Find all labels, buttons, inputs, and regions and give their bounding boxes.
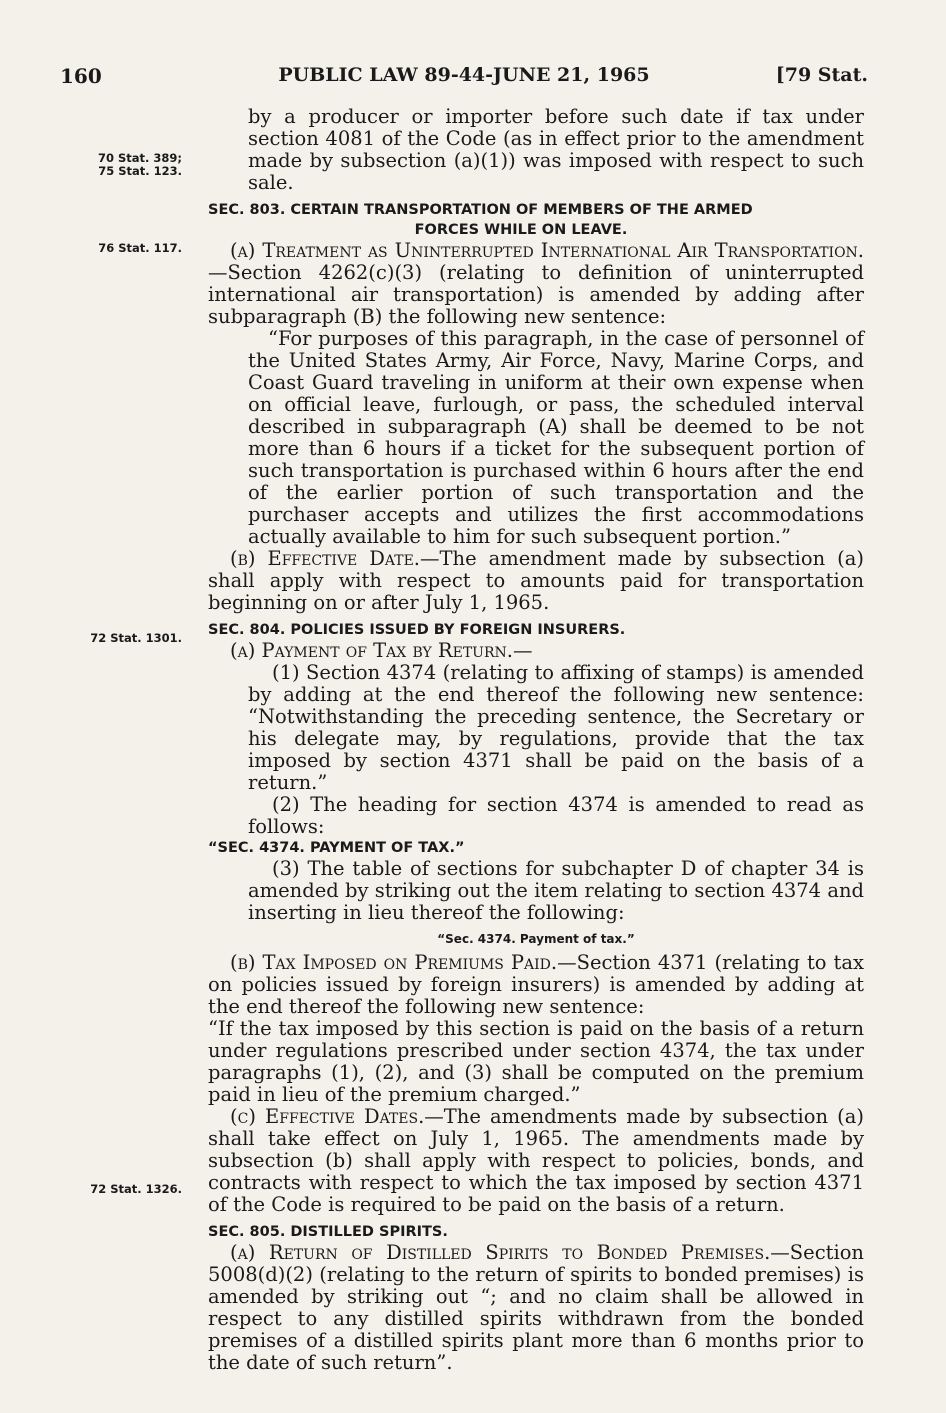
- margin-note-72-stat-1326: 72 Stat. 1326.: [90, 1182, 182, 1196]
- section-804-a-3: (3) The table of sections for subchapter D of chapter 34 is amended by striking out the item relating to section 4374 and inserting in lieu thereof the following:: [248, 857, 864, 924]
- table-of-sections-item: “Sec. 4374. Payment of tax.”: [437, 932, 635, 946]
- margin-note-76-stat: 76 Stat. 117.: [98, 241, 182, 255]
- margin-note-70-stat: [62, 152, 182, 178]
- subsection-text: —Section 4262(c)(3) (relating to definition of uninterrupted international air transportation) is amended by adding after subparagraph (B) the following new sentence:: [208, 261, 864, 328]
- subsection-text: —Section 5008(d)(2) (relating to the return of spirits to bonded premises) is amended by striking out “; and no claim shall be allowed in respect to any distilled spirits withdrawn from the bonded premises of a distilled spirits plant more than 6 months prior to the date of such return”.: [208, 1241, 864, 1374]
- section-804-c: [208, 1106, 864, 1216]
- heading-line: FORCES WHILE ON LEAVE.: [414, 222, 628, 238]
- subsection-heading: (a) Return of Distilled Spirits to Bonded Premises.: [230, 1241, 771, 1264]
- subsection-heading: (a) Payment of Tax by Return.—: [230, 639, 533, 662]
- section-804-a-heading: [208, 640, 864, 662]
- volume-reference: [79 Stat.: [775, 64, 868, 86]
- subsection-text: —Section 4371 (relating to tax on policies issued by foreign insurers) is amended by adding at the end thereof the following new sentence:: [208, 951, 865, 1018]
- page-title: PUBLIC LAW 89-44-JUNE 21, 1965: [278, 64, 650, 86]
- section-804-heading: SEC. 804. POLICIES ISSUED BY FOREIGN INSURERS.: [208, 622, 626, 638]
- page-number: 160: [60, 64, 102, 88]
- section-4374-heading: “SEC. 4374. PAYMENT OF TAX.”: [208, 840, 465, 856]
- section-803-heading: [208, 200, 864, 240]
- subsection-heading: (c) Effective Dates.: [230, 1105, 425, 1128]
- section-803-b: [208, 548, 864, 614]
- subsection-heading: (a) Treatment as Uninterrupted International Air Transportation.: [230, 239, 864, 262]
- margin-note-line: 75 Stat. 123.: [98, 164, 182, 178]
- intro-paragraph: by a producer or importer before such date if tax under section 4081 of the Code (as in effect prior to the amendment made by subsection (a)(1)) was imposed with respect to such sale.: [248, 105, 864, 194]
- page-header: [60, 64, 868, 94]
- section-804-b-quote: “If the tax imposed by this section is paid on the basis of a return under regulations prescribed under section 4374, the tax under paragraphs (1), (2), and (3) shall be computed on the premium paid in lieu of the premium charged.”: [208, 1017, 864, 1106]
- section-803-quote: “For purposes of this paragraph, in the case of personnel of the United States Army, Air Force, Navy, Marine Corps, and Coast Guard traveling in uniform at their own expense when on official leave, furlough, or pass, the scheduled interval described in subparagraph (A) shall be deemed to be not more than 6 hours if a ticket for the subsequent portion of such transportation is purchased within 6 hours after the end of the earlier portion of such transportation and the purchaser accepts and utilizes the first accommodations actually available to him for such subsequent portion.”: [248, 327, 864, 548]
- margin-note-72-stat-1301: 72 Stat. 1301.: [90, 631, 182, 645]
- subsection-text: —The amendments made by subsection (a) shall take effect on July 1, 1965. The amendments made by subsection (b) shall apply with respect to policies, bonds, and contracts with respect to which the tax imposed by section 4371 of the Code is required to be paid on the basis of a return.: [208, 1105, 864, 1216]
- document-body: [208, 106, 864, 1374]
- subsection-heading: (b) Effective Date.: [230, 547, 420, 570]
- section-804-a-1: (1) Section 4374 (relating to affixing of stamps) is amended by adding at the end thereof the following new sentence: “Notwithstanding the preceding sentence, the Secretary or his delegate may, by regulations, provide that the tax imposed by section 4371 shall be paid on the basis of a return.”: [248, 661, 864, 794]
- subsection-text: —The amendment made by subsection (a) shall apply with respect to amounts paid for transportation beginning on or after July 1, 1965.: [208, 547, 864, 614]
- subsection-heading: (b) Tax Imposed on Premiums Paid.: [230, 951, 558, 974]
- section-805-a: [208, 1242, 864, 1374]
- section-805-heading: SEC. 805. DISTILLED SPIRITS.: [208, 1224, 448, 1240]
- section-803-a: [208, 240, 864, 328]
- section-804-b: [208, 952, 864, 1018]
- section-804-a-2: (2) The heading for section 4374 is amended to read as follows:: [248, 793, 864, 838]
- heading-line: SEC. 803. CERTAIN TRANSPORTATION OF MEMBERS OF THE ARMED: [208, 202, 753, 218]
- margin-note-line: 70 Stat. 389;: [97, 151, 182, 165]
